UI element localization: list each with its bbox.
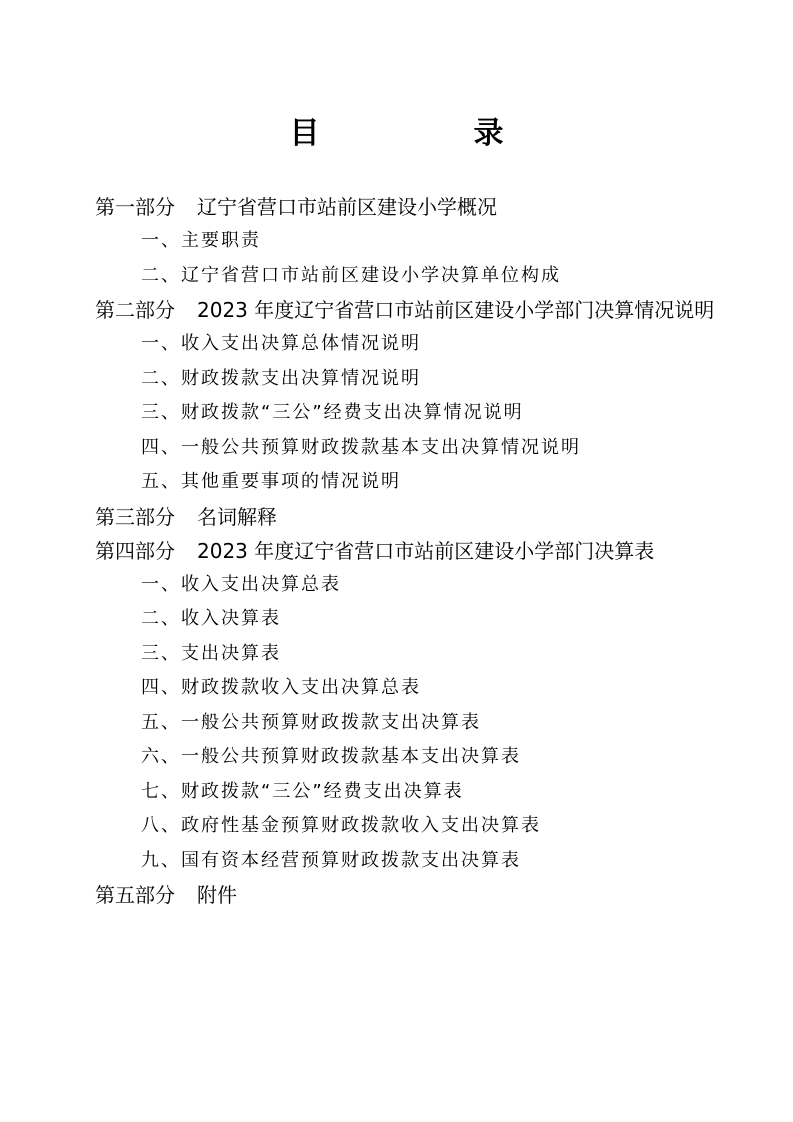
- toc-item: 五、其他重要事项的情况说明: [141, 471, 401, 492]
- toc-part-2: [95, 293, 715, 327]
- toc-item: 一、收入支出决算总表: [141, 573, 341, 595]
- toc-item: 六、一般公共预算财政拨款基本支出决算表: [141, 746, 521, 767]
- part-label: 第一部分: [95, 195, 175, 219]
- toc-item: 五、一般公共预算财政拨款支出决算表: [141, 711, 481, 733]
- toc-item: 七、财政拨款“三公”经费支出决算表: [141, 780, 464, 802]
- toc-item: 四、财政拨款收入支出决算总表: [141, 677, 421, 698]
- part-title: 2023 年度辽宁省营口市站前区建设小学部门决算情况说明: [197, 298, 715, 322]
- toc-part-3: [95, 500, 715, 534]
- toc-item: 一、收入支出决算总体情况说明: [141, 333, 421, 354]
- part-label: 第四部分: [95, 538, 175, 563]
- toc-item: 三、财政拨款“三公”经费支出决算情况说明: [141, 402, 524, 423]
- toc-part-1: [95, 190, 715, 224]
- part-title: 2023 年度辽宁省营口市站前区建设小学部门决算表: [197, 538, 655, 563]
- toc-item: 二、辽宁省营口市站前区建设小学决算单位构成: [141, 264, 561, 286]
- toc-item: 八、政府性基金预算财政拨款收入支出决算表: [141, 815, 541, 836]
- toc-item: 二、财政拨款支出决算情况说明: [141, 367, 421, 389]
- page-title: 目 录: [289, 116, 566, 151]
- toc-part-5: [95, 878, 715, 912]
- toc-item: 四、一般公共预算财政拨款基本支出决算情况说明: [141, 436, 581, 458]
- part-label: 第五部分: [95, 883, 175, 907]
- part-title: 名词解释: [197, 504, 277, 529]
- toc-item: 三、支出决算表: [141, 642, 281, 664]
- toc-item: 二、收入决算表: [141, 608, 281, 629]
- part-label: 第二部分: [95, 298, 175, 322]
- part-title: 附件: [197, 883, 237, 907]
- toc-part-4: [95, 534, 715, 568]
- toc-item: 一、主要职责: [141, 230, 261, 251]
- part-label: 第三部分: [95, 504, 175, 529]
- part-title: 辽宁省营口市站前区建设小学概况: [197, 195, 497, 219]
- toc-item: 九、国有资本经营预算财政拨款支出决算表: [141, 849, 521, 871]
- table-of-contents: [95, 190, 715, 912]
